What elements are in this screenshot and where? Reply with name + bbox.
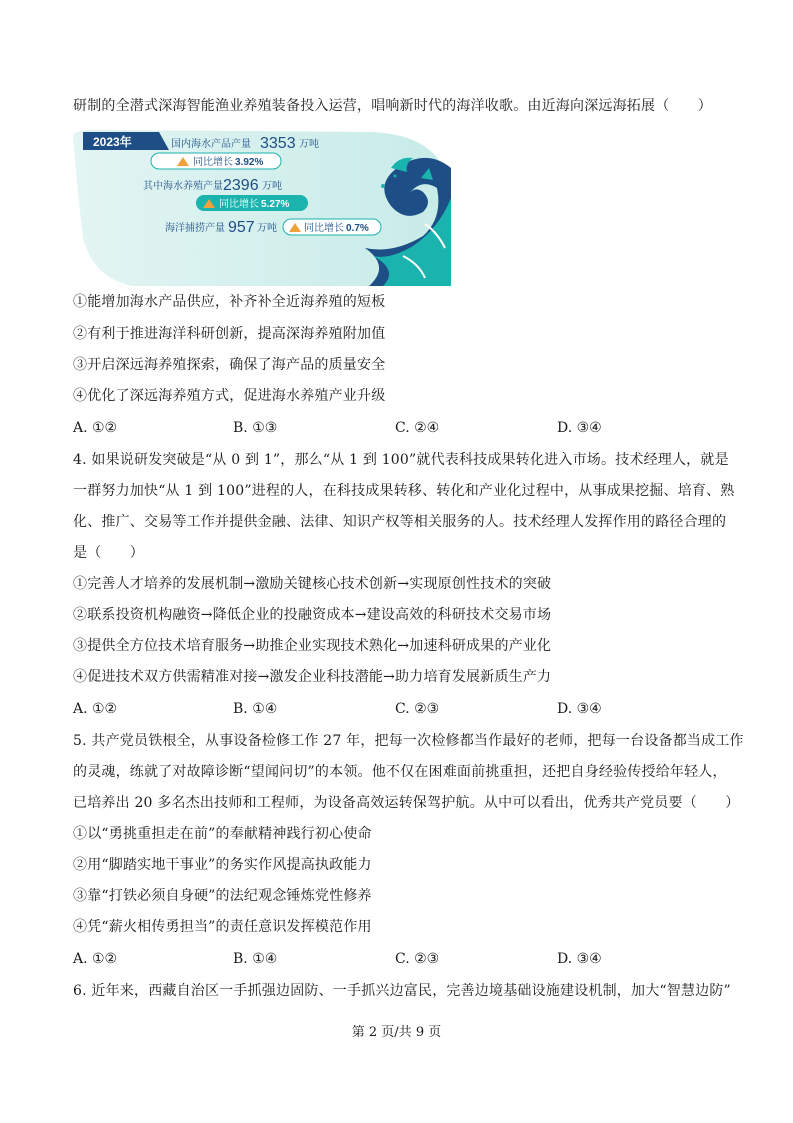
q4-item-1: ①完善人才培养的发展机制→激励关键核心技术创新→实现原创性技术的突破 <box>73 576 552 592</box>
page-number-footer: 第 2 页/共 9 页 <box>351 1025 442 1040</box>
q3-options <box>73 418 733 438</box>
q5-options <box>73 949 733 969</box>
row2-rate: 5.27% <box>261 199 290 210</box>
q3-stem: 研制的全潜式深海智能渔业养殖装备投入运营，唱响新时代的海洋收歌。由近海向深远海拓展（ ） <box>73 98 712 114</box>
q4-option-b[interactable]: B. ①④ <box>233 701 278 717</box>
row1-value: 3353 <box>260 135 296 152</box>
q3-option-b[interactable]: B. ①③ <box>233 420 278 436</box>
row3-unit: 万吨 <box>257 223 277 234</box>
q5-item-1: ①以“勇挑重担走在前”的奉献精神践行初心使命 <box>73 826 372 842</box>
q4-item-3: ③提供全方位技术培育服务→助推企业实现技术熟化→加速科研成果的产业化 <box>73 638 552 654</box>
q4-item-4: ④促进技术双方供需精准对接→激发企业科技潜能→助力培育发展新质生产力 <box>73 669 552 685</box>
q5-item-4: ④凭“薪火相传勇担当”的责任意识发挥模范作用 <box>73 919 372 935</box>
row2-label: 其中海水养殖产量 <box>143 181 223 192</box>
q5-option-b[interactable]: B. ①④ <box>233 951 278 967</box>
row3-rate: 0.7% <box>346 223 369 234</box>
q4-item-2: ②联系投资机构融资→降低企业的投融资成本→建设高效的科研技术交易市场 <box>73 607 552 623</box>
q3-item-3: ③开启深远海养殖探索，确保了海产品的质量安全 <box>73 357 386 373</box>
q5-stem-line-2: 的灵魂，练就了对故障诊断“望闻问切”的本领。他不仅在困难面前挑重担，还把自身经验传授给年轻人， <box>73 764 727 780</box>
row3-growth: 同比增长 <box>304 223 344 234</box>
year-label: 2023年 <box>93 135 132 149</box>
q5-item-2: ②用“脚踏实地干事业”的务实作风提高执政能力 <box>73 857 372 873</box>
q4-stem-line-4: 是（ ） <box>73 545 144 561</box>
row3-label: 海洋捕捞产量 <box>165 223 225 234</box>
q4-stem-line-3: 化、推广、交易等工作并提供金融、法律、知识产权等相关服务的人。技术经理人发挥作用的路径合理的 <box>73 514 727 530</box>
row2-growth: 同比增长 <box>219 199 259 210</box>
row1-growth: 同比增长 <box>193 157 233 168</box>
q5-stem-line-3: 已培养出 20 多名杰出技师和工程师，为设备高效运转保驾护航。从中可以看出，优秀共产党员要（ ） <box>73 795 740 811</box>
q4-options <box>73 699 733 719</box>
q5-option-c[interactable]: C. ②③ <box>395 951 440 967</box>
q5-item-3: ③靠“打铁必须自身硬”的法纪观念锤炼党性修养 <box>73 888 372 904</box>
row1-rate: 3.92% <box>235 157 264 168</box>
q3-option-c[interactable]: C. ②④ <box>395 420 440 436</box>
row1-unit: 万吨 <box>299 139 319 150</box>
row2-value: 2396 <box>223 177 259 194</box>
q3-item-1: ①能增加海水产品供应，补齐补全近海养殖的短板 <box>73 294 386 310</box>
q5-stem-line-1: 5. 共产党员铁根全，从事设备检修工作 27 年，把每一次检修都当作最好的老师，把每一台设备都当成工作 <box>73 733 744 749</box>
seafood-production-infographic <box>73 128 453 286</box>
q4-stem-line-2: 一群努力加快“从 1 到 100”进程的人，在科技成果转移、转化和产业化过程中，从事成果挖掘、培育、熟 <box>73 483 735 499</box>
q4-option-c[interactable]: C. ②③ <box>395 701 440 717</box>
q6-stem-line-1: 6. 近年来，西藏自治区一手抓强边固防、一手抓兴边富民，完善边境基础设施建设机制，加大“智慧边防” <box>73 983 731 999</box>
q4-option-d[interactable]: D. ③④ <box>557 701 602 717</box>
q4-option-a[interactable]: A. ①② <box>73 701 118 717</box>
q3-option-a[interactable]: A. ①② <box>73 420 118 436</box>
q4-stem-line-1: 4. 如果说研发突破是“从 0 到 1”，那么“从 1 到 100”就代表科技成果转化进入市场。技术经理人，就是 <box>73 452 729 468</box>
q3-item-2: ②有利于推进海洋科研创新，提高深海养殖附加值 <box>73 326 386 342</box>
row3-value: 957 <box>228 219 255 236</box>
q3-option-d[interactable]: D. ③④ <box>557 420 602 436</box>
q3-item-4: ④优化了深远海养殖方式，促进海水养殖产业升级 <box>73 388 386 404</box>
row1-label: 国内海水产品产量 <box>171 139 251 150</box>
row2-unit: 万吨 <box>262 181 282 192</box>
q5-option-d[interactable]: D. ③④ <box>557 951 602 967</box>
q5-option-a[interactable]: A. ①② <box>73 951 118 967</box>
